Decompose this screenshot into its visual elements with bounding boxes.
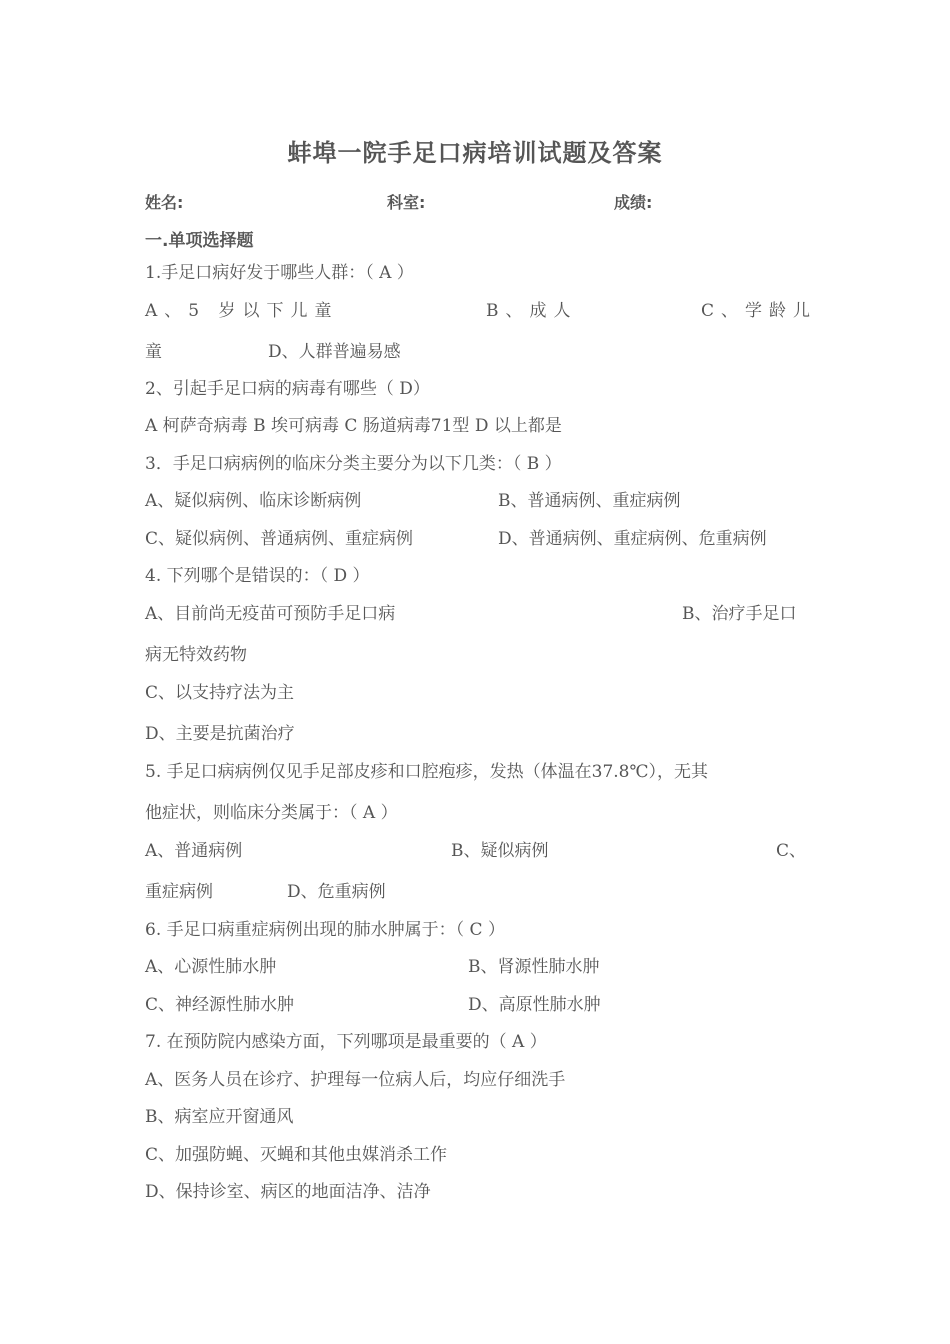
document-title: 蚌埠一院手足口病培训试题及答案 [287,139,663,167]
q7-stem: 7. 在预防院内感染方面，下列哪项是最重要的（ A ） [145,1032,547,1052]
q2-stem: 2、引起手足口病的病毒有哪些（ D） [145,379,430,399]
q5-option-b: B、疑似病例 [451,841,549,861]
q7-option-d: D、保持诊室、病区的地面洁净、洁净 [145,1182,431,1202]
q4-option-a: A、目前尚无疫苗可预防手足口病 [145,604,396,624]
q3-stem: 3．手足口病病例的临床分类主要分为以下几类：（ B ） [145,454,562,474]
q6-option-b: B、肾源性肺水肿 [468,957,600,977]
q1-stem: 1.手足口病好发于哪些人群：（ A ） [145,263,414,283]
q1-option-c: C、学龄儿 [701,301,818,321]
q6-option-a: A、心源性肺水肿 [145,957,277,977]
q5-option-d: D、危重病例 [287,882,386,902]
q7-option-a: A、医务人员在诊疗、护理每一位病人后，均应仔细洗手 [145,1070,566,1090]
q4-option-b-cont: 病无特效药物 [145,645,247,665]
q5-option-a: A、普通病例 [145,841,243,861]
q3-option-c: C、疑似病例、普通病例、重症病例 [145,529,414,549]
name-label: 姓名: [145,193,184,212]
q1-option-d: D、人群普遍易感 [268,342,401,362]
q6-stem: 6. 手足口病重症病例出现的肺水肿属于：（ C ） [145,920,505,940]
q5-stem-cont: 他症状，则临床分类属于：（ A ） [145,803,398,823]
q4-option-d: D、主要是抗菌治疗 [145,724,295,744]
q5-stem: 5. 手足口病病例仅见手足部皮疹和口腔疱疹，发热（体温在37.8℃），无其 [145,762,708,782]
q3-option-b: B、普通病例、重症病例 [498,491,681,511]
q2-options: A 柯萨奇病毒 B 埃可病毒 C 肠道病毒71型 D 以上都是 [145,416,562,436]
q3-option-d: D、普通病例、重症病例、危重病例 [498,529,767,549]
q1-option-b: B、成人 [486,301,578,321]
score-label: 成绩: [614,193,653,212]
q7-option-b: B、病室应开窗通风 [145,1107,294,1127]
q7-option-c: C、加强防蝇、灭蝇和其他虫媒消杀工作 [145,1145,448,1165]
q4-option-b: B、治疗手足口 [682,604,797,624]
q4-option-c: C、以支持疗法为主 [145,683,295,703]
section-title: 一.单项选择题 [145,231,254,251]
department-label: 科室: [387,193,426,212]
q6-option-c: C、神经源性肺水肿 [145,995,295,1015]
q5-option-c: C、 [776,841,807,861]
q1-option-c-cont: 童 [145,342,162,362]
q3-option-a: A、疑似病例、临床诊断病例 [145,491,362,511]
q1-option-a: A、5 岁以下儿童 [145,301,339,321]
q6-option-d: D、高原性肺水肿 [468,995,601,1015]
q5-option-c-cont: 重症病例 [145,882,213,902]
q4-stem: 4. 下列哪个是错误的：（ D ） [145,566,370,586]
